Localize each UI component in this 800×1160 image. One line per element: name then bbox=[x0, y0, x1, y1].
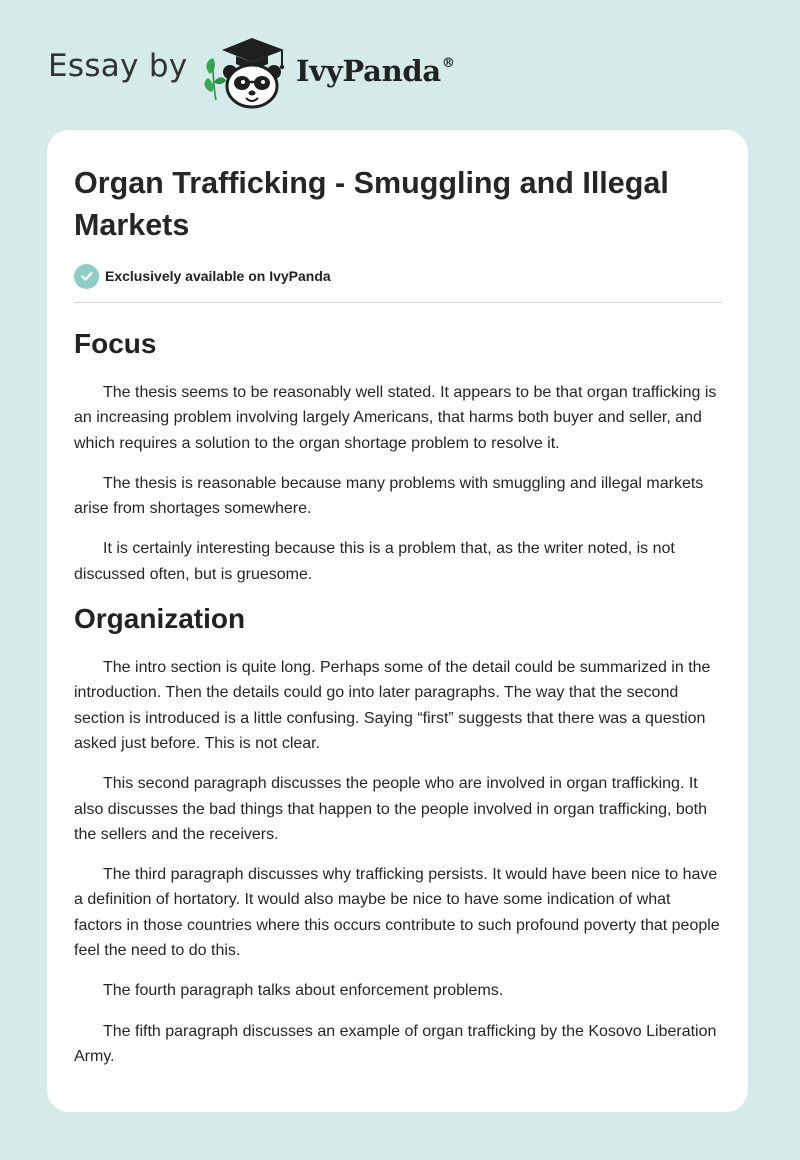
section-focus bbox=[74, 327, 722, 587]
paragraph: This second paragraph discusses the people who are involved in organ trafficking. It also discusses the bad things that happen to the people involved in organ trafficking, both the sellers and the receivers. bbox=[74, 775, 708, 843]
paragraph: The thesis seems to be reasonably well stated. It appears to be that organ trafficking is an increasing problem involving largely Americans, that harms both buyer and seller, and which requires a solution to the organ shortage problem to resolve it. bbox=[74, 384, 717, 452]
divider bbox=[74, 302, 722, 303]
brand-name[interactable] bbox=[296, 54, 455, 88]
paragraph: The thesis is reasonable because many problems with smuggling and illegal markets arise from shortages somewhere. bbox=[74, 474, 704, 518]
article-card bbox=[47, 130, 748, 1112]
brand-text: IvyPanda bbox=[296, 54, 441, 88]
check-circle-icon bbox=[74, 264, 99, 289]
registered-mark: ® bbox=[441, 56, 455, 71]
section-organization bbox=[74, 602, 722, 1069]
section-heading-focus: Focus bbox=[74, 328, 157, 359]
paragraph: It is certainly interesting because this is a problem that, as the writer noted, is not discussed often, but is gruesome. bbox=[74, 540, 675, 583]
paragraph: The intro section is quite long. Perhaps some of the detail could be summarized in the introduction. Then the details could go into later paragraphs. The way that the second section is introduced is a little confusing. Saying “first” suggests that there was a question asked just before. This is not clear. bbox=[74, 659, 711, 752]
paragraph: The fifth paragraph discusses an example of organ trafficking by the Kosovo Liberation Army. bbox=[74, 1022, 717, 1065]
exclusive-badge bbox=[74, 262, 722, 290]
essay-by-label: Essay by bbox=[48, 48, 188, 84]
page-title: Organ Trafficking - Smuggling and Illegal Markets bbox=[74, 166, 669, 242]
paragraph: The third paragraph discusses why trafficking persists. It would have been nice to have a definition of hortatory. It would also maybe be nice to have some indication of what factors in those countries where this occurs contribute to such profound poverty that people feel the need to do this. bbox=[74, 866, 720, 960]
exclusive-label: Exclusively available on IvyPanda bbox=[105, 268, 331, 284]
ivy-leaf-icon bbox=[205, 58, 226, 100]
section-heading-organization: Organization bbox=[74, 603, 246, 635]
site-header bbox=[48, 34, 508, 114]
paragraph: The fourth paragraph talks about enforcement problems. bbox=[103, 982, 504, 1000]
panda-graduate-icon[interactable] bbox=[200, 34, 292, 110]
